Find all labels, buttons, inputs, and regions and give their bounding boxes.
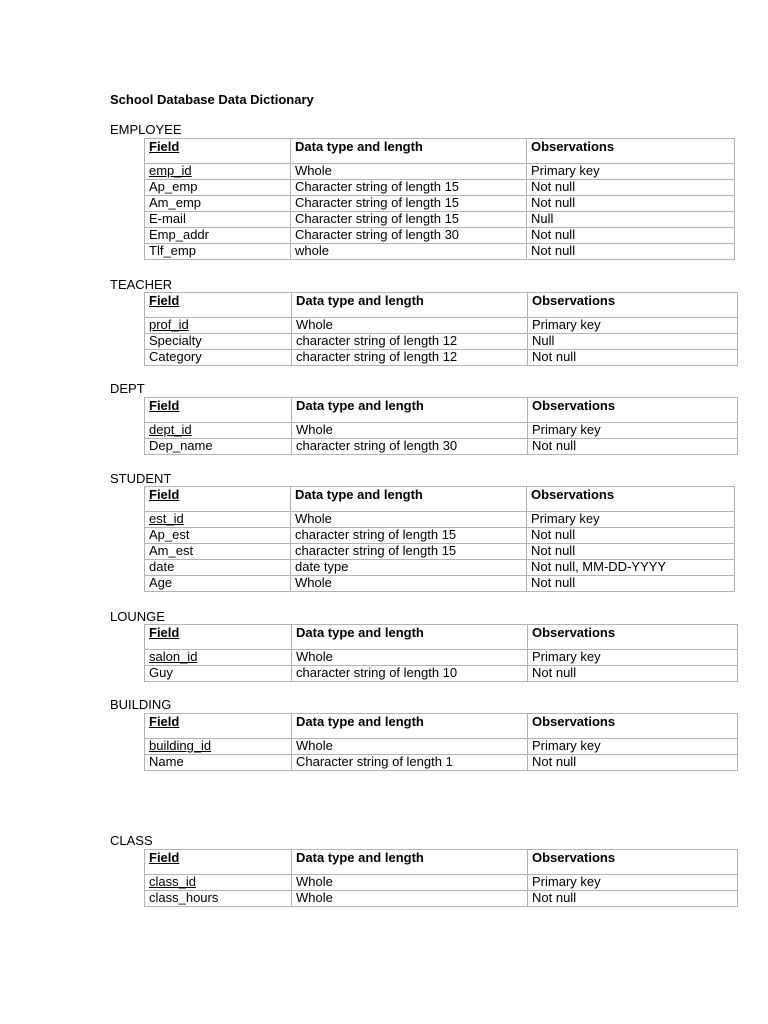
table-row — [145, 576, 735, 592]
column-header-observations-text: Observations — [532, 398, 616, 413]
observations-cell — [528, 439, 738, 455]
column-header-field — [145, 625, 292, 650]
field-cell-text: est_id — [149, 511, 184, 526]
table-row — [145, 650, 738, 666]
data-type-cell — [291, 180, 527, 196]
table-row — [145, 875, 738, 891]
observations-cell-text: Not null — [531, 195, 576, 210]
data-type-cell — [292, 875, 528, 891]
field-cell-text: E-mail — [149, 211, 186, 226]
observations-cell — [527, 560, 735, 576]
data-type-cell — [291, 576, 527, 592]
observations-cell-text: Not null — [531, 227, 576, 242]
field-cell — [145, 739, 292, 755]
observations-cell — [528, 875, 738, 891]
column-header-field — [145, 398, 292, 423]
data-type-cell — [292, 334, 528, 350]
column-header-type-text: Data type and length — [296, 398, 424, 413]
observations-cell — [528, 334, 738, 350]
column-header-observations-text: Observations — [532, 625, 616, 640]
column-header-observations — [528, 850, 738, 875]
field-cell — [145, 875, 292, 891]
table-header-row — [145, 714, 738, 739]
field-cell — [145, 423, 292, 439]
field-cell-text: Am_est — [149, 543, 194, 558]
table-header-row — [145, 139, 735, 164]
observations-cell-text: Primary key — [531, 163, 600, 178]
field-cell — [145, 576, 291, 592]
column-header-field-text: Field — [149, 714, 180, 729]
table-header-row — [145, 293, 738, 318]
data-type-cell-text: character string of length 12 — [296, 349, 458, 364]
data-type-cell — [292, 755, 528, 771]
column-header-observations-text: Observations — [532, 293, 616, 308]
column-header-field — [145, 293, 292, 318]
data-type-cell-text: Whole — [296, 874, 333, 889]
field-cell-text: Guy — [149, 665, 173, 680]
field-cell-text: prof_id — [149, 317, 189, 332]
data-type-cell — [292, 891, 528, 907]
observations-cell-text: Not null — [532, 438, 577, 453]
observations-cell — [527, 196, 735, 212]
observations-cell — [528, 423, 738, 439]
data-type-cell-text: Whole — [296, 890, 333, 905]
data-type-cell-text: Character string of length 1 — [296, 754, 453, 769]
field-cell — [145, 512, 291, 528]
data-type-cell-text: character string of length 15 — [295, 527, 457, 542]
data-type-cell-text: Whole — [296, 738, 333, 753]
observations-cell — [527, 244, 735, 260]
field-cell-text: building_id — [149, 738, 212, 753]
data-type-cell-text: date type — [295, 559, 349, 574]
field-cell — [145, 439, 292, 455]
observations-cell — [527, 544, 735, 560]
column-header-field — [145, 850, 292, 875]
table-row — [145, 544, 735, 560]
field-cell — [145, 650, 292, 666]
table-row — [145, 439, 738, 455]
column-header-field-text: Field — [149, 293, 180, 308]
column-header-field — [145, 714, 292, 739]
table-row — [145, 334, 738, 350]
field-cell-text: Dep_name — [149, 438, 213, 453]
column-header-observations-text: Observations — [531, 139, 615, 154]
table-header-row — [145, 850, 738, 875]
column-header-type — [292, 398, 528, 423]
data-type-cell — [291, 212, 527, 228]
dictionary-table — [144, 138, 735, 260]
table-row — [145, 180, 735, 196]
field-cell-text: date — [149, 559, 175, 574]
data-type-cell-text: Whole — [296, 649, 333, 664]
table-row — [145, 164, 735, 180]
table-heading: DEPT — [110, 381, 145, 396]
observations-cell — [528, 755, 738, 771]
observations-cell — [528, 650, 738, 666]
dictionary-table — [144, 713, 738, 771]
observations-cell-text: Not null — [531, 543, 576, 558]
observations-cell-text: Primary key — [532, 649, 601, 664]
field-cell-text: class_hours — [149, 890, 219, 905]
data-type-cell — [291, 512, 527, 528]
observations-cell-text: Null — [532, 333, 555, 348]
observations-cell — [528, 350, 738, 366]
field-cell-text: dept_id — [149, 422, 192, 437]
table-row — [145, 739, 738, 755]
table-heading: LOUNGE — [110, 609, 165, 624]
data-type-cell — [292, 666, 528, 682]
column-header-type — [292, 714, 528, 739]
field-cell-text: Emp_addr — [149, 227, 209, 242]
column-header-type — [291, 487, 527, 512]
field-cell-text: Category — [149, 349, 202, 364]
observations-cell-text: Not null — [532, 665, 577, 680]
data-type-cell-text: Character string of length 30 — [295, 227, 460, 242]
table-row — [145, 528, 735, 544]
data-type-cell-text: Character string of length 15 — [295, 195, 460, 210]
data-type-cell-text: Whole — [296, 422, 333, 437]
observations-cell-text: Primary key — [532, 874, 601, 889]
field-cell-text: Am_emp — [149, 195, 202, 210]
observations-cell-text: Not null — [532, 349, 577, 364]
column-header-type-text: Data type and length — [295, 139, 423, 154]
table-row — [145, 212, 735, 228]
column-header-type — [291, 139, 527, 164]
table-row — [145, 228, 735, 244]
field-cell — [145, 560, 291, 576]
observations-cell — [527, 212, 735, 228]
column-header-type-text: Data type and length — [296, 293, 424, 308]
field-cell-text: salon_id — [149, 649, 198, 664]
observations-cell-text: Primary key — [531, 511, 600, 526]
data-type-cell-text: character string of length 15 — [295, 543, 457, 558]
field-cell — [145, 212, 291, 228]
data-type-cell-text: Whole — [295, 575, 332, 590]
column-header-field-text: Field — [149, 625, 180, 640]
dictionary-table — [144, 624, 738, 682]
table-heading: STUDENT — [110, 471, 172, 486]
field-cell — [145, 334, 292, 350]
column-header-type — [292, 850, 528, 875]
observations-cell-text: Not null — [532, 754, 577, 769]
data-type-cell — [291, 164, 527, 180]
data-type-cell — [292, 350, 528, 366]
data-type-cell-text: character string of length 30 — [296, 438, 458, 453]
data-type-cell — [291, 196, 527, 212]
column-header-field — [145, 487, 291, 512]
data-type-cell-text: Whole — [296, 317, 333, 332]
observations-cell — [527, 164, 735, 180]
table-row — [145, 350, 738, 366]
data-type-cell — [291, 560, 527, 576]
column-header-observations — [527, 139, 735, 164]
observations-cell — [527, 228, 735, 244]
column-header-type-text: Data type and length — [296, 714, 424, 729]
observations-cell — [528, 739, 738, 755]
table-row — [145, 666, 738, 682]
table-row — [145, 318, 738, 334]
field-cell-text: emp_id — [149, 163, 192, 178]
observations-cell-text: Primary key — [532, 317, 601, 332]
observations-cell-text: Not null, MM-DD-YYYY — [531, 559, 667, 574]
column-header-field-text: Field — [149, 398, 180, 413]
observations-cell — [527, 528, 735, 544]
field-cell — [145, 244, 291, 260]
data-type-cell-text: Whole — [295, 511, 332, 526]
observations-cell — [528, 891, 738, 907]
table-row — [145, 891, 738, 907]
observations-cell — [527, 576, 735, 592]
table-header-row — [145, 625, 738, 650]
observations-cell-text: Primary key — [532, 738, 601, 753]
data-type-cell-text: whole — [295, 243, 329, 258]
data-type-cell-text: Character string of length 15 — [295, 179, 460, 194]
column-header-observations — [528, 398, 738, 423]
field-cell — [145, 544, 291, 560]
dictionary-table — [144, 397, 738, 455]
column-header-field-text: Field — [149, 139, 180, 154]
data-type-cell-text: Character string of length 15 — [295, 211, 460, 226]
column-header-type-text: Data type and length — [295, 487, 423, 502]
table-header-row — [145, 398, 738, 423]
column-header-field-text: Field — [149, 850, 180, 865]
field-cell — [145, 755, 292, 771]
observations-cell — [527, 512, 735, 528]
field-cell-text: Age — [149, 575, 173, 590]
observations-cell-text: Not null — [532, 890, 577, 905]
dictionary-table — [144, 486, 735, 592]
table-row — [145, 560, 735, 576]
column-header-observations-text: Observations — [532, 850, 616, 865]
table-row — [145, 196, 735, 212]
table-heading: EMPLOYEE — [110, 122, 182, 137]
observations-cell-text: Not null — [531, 575, 576, 590]
column-header-type — [292, 625, 528, 650]
data-type-cell-text: Whole — [295, 163, 332, 178]
observations-cell-text: Not null — [531, 243, 576, 258]
observations-cell — [528, 666, 738, 682]
column-header-field-text: Field — [149, 487, 180, 502]
field-cell — [145, 196, 291, 212]
field-cell — [145, 528, 291, 544]
dictionary-table — [144, 849, 738, 907]
table-heading: TEACHER — [110, 277, 173, 292]
table-row — [145, 244, 735, 260]
column-header-type-text: Data type and length — [296, 625, 424, 640]
table-heading: CLASS — [110, 833, 153, 848]
field-cell-text: Name — [149, 754, 184, 769]
field-cell — [145, 228, 291, 244]
data-type-cell — [292, 439, 528, 455]
table-row — [145, 512, 735, 528]
field-cell-text: Ap_emp — [149, 179, 198, 194]
data-type-cell — [292, 739, 528, 755]
column-header-observations-text: Observations — [532, 714, 616, 729]
data-type-cell — [291, 228, 527, 244]
document-title: School Database Data Dictionary — [110, 92, 314, 107]
observations-cell-text: Primary key — [532, 422, 601, 437]
field-cell-text: Tlf_emp — [149, 243, 196, 258]
column-header-observations — [528, 625, 738, 650]
column-header-type — [292, 293, 528, 318]
observations-cell — [528, 318, 738, 334]
observations-cell-text: Not null — [531, 179, 576, 194]
field-cell — [145, 180, 291, 196]
data-type-cell — [291, 544, 527, 560]
data-type-cell — [292, 318, 528, 334]
table-row — [145, 755, 738, 771]
field-cell — [145, 666, 292, 682]
field-cell — [145, 164, 291, 180]
data-type-cell-text: character string of length 12 — [296, 333, 458, 348]
data-type-cell — [291, 528, 527, 544]
data-type-cell — [292, 650, 528, 666]
dictionary-table — [144, 292, 738, 366]
table-row — [145, 423, 738, 439]
column-header-observations — [527, 487, 735, 512]
data-type-cell — [292, 423, 528, 439]
observations-cell — [527, 180, 735, 196]
field-cell — [145, 891, 292, 907]
column-header-field — [145, 139, 291, 164]
data-type-cell-text: character string of length 10 — [296, 665, 458, 680]
table-header-row — [145, 487, 735, 512]
field-cell-text: Specialty — [149, 333, 202, 348]
field-cell — [145, 350, 292, 366]
table-heading: BUILDING — [110, 697, 172, 712]
column-header-type-text: Data type and length — [296, 850, 424, 865]
column-header-observations — [528, 714, 738, 739]
column-header-observations-text: Observations — [531, 487, 615, 502]
field-cell — [145, 318, 292, 334]
data-type-cell — [291, 244, 527, 260]
observations-cell-text: Null — [531, 211, 554, 226]
column-header-observations — [528, 293, 738, 318]
field-cell-text: class_id — [149, 874, 196, 889]
observations-cell-text: Not null — [531, 527, 576, 542]
field-cell-text: Ap_est — [149, 527, 190, 542]
